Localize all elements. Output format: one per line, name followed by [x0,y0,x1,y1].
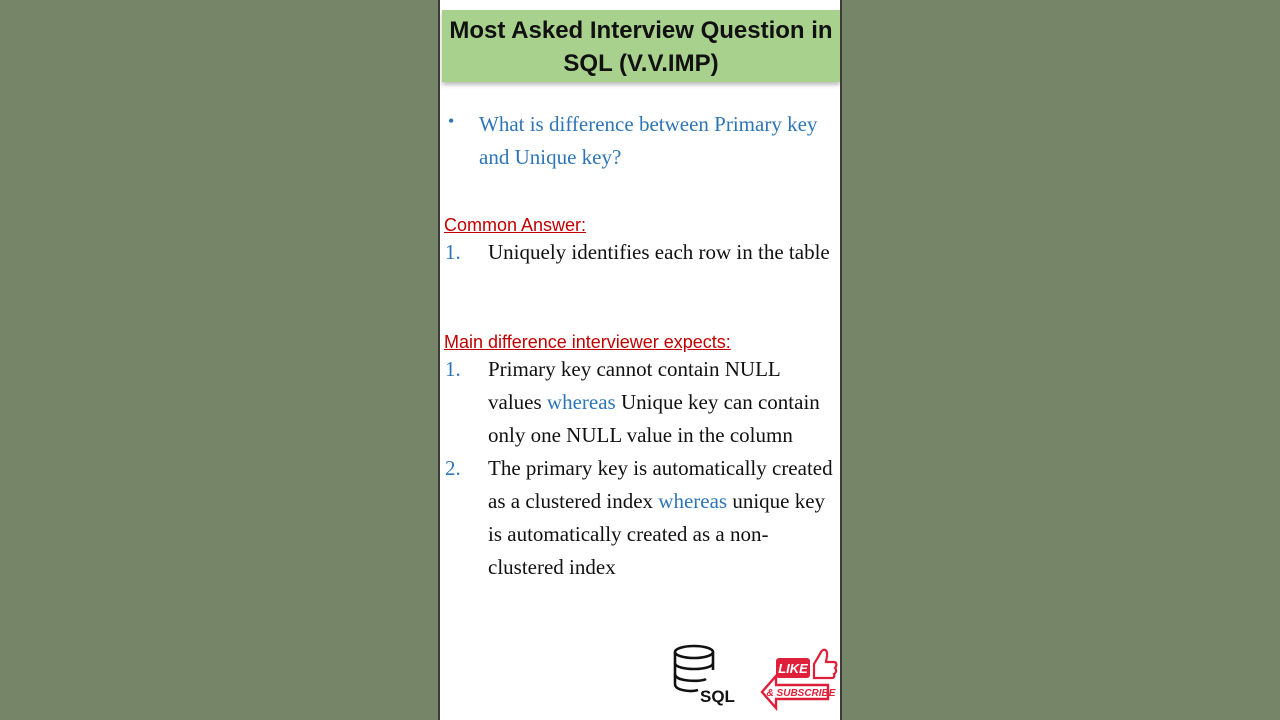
list-item [444,353,838,452]
common-answer-list [444,236,838,269]
list-item-number: 1. [445,240,461,264]
slide-page [438,0,842,720]
database-icon [672,644,736,706]
slide-title-line2: SQL (V.V.IMP) [563,50,719,77]
list-item-text-part1: Primary key cannot contain NULL values [488,357,780,414]
common-answer-heading: Common Answer: [444,215,587,235]
list-item-connector: whereas [546,390,616,414]
slide-title-line1: Most Asked Interview Question in [449,17,833,44]
list-item [444,452,838,584]
list-item-text-part2: Unique key can contain only one NULL value in the column [488,390,820,447]
like-text: LIKE [778,661,808,676]
subscribe-text: & SUBSCRIBE [766,688,836,699]
list-item [444,236,838,269]
list-item-text-part1: The primary key is automatically created as a clustered index [488,456,833,513]
main-difference-heading: Main difference interviewer expects: [444,332,731,352]
thumbs-up-icon [814,650,836,678]
list-item-number: 1. [445,357,461,381]
question-text: What is difference between Primary key and Unique key? [479,112,818,169]
main-difference-list [444,353,838,584]
list-item-text-part2: unique key is automatically created as a non-clustered index [488,489,826,579]
question [444,108,836,174]
list-item-connector: whereas [658,489,728,513]
slide-title [442,10,840,82]
sql-logo-text: SQL [700,687,735,706]
like-subscribe-logo[interactable] [746,640,838,714]
list-item-number: 2. [445,456,461,480]
list-item-text: Uniquely identifies each row in the table [488,240,830,264]
bullet-icon: • [448,111,455,131]
